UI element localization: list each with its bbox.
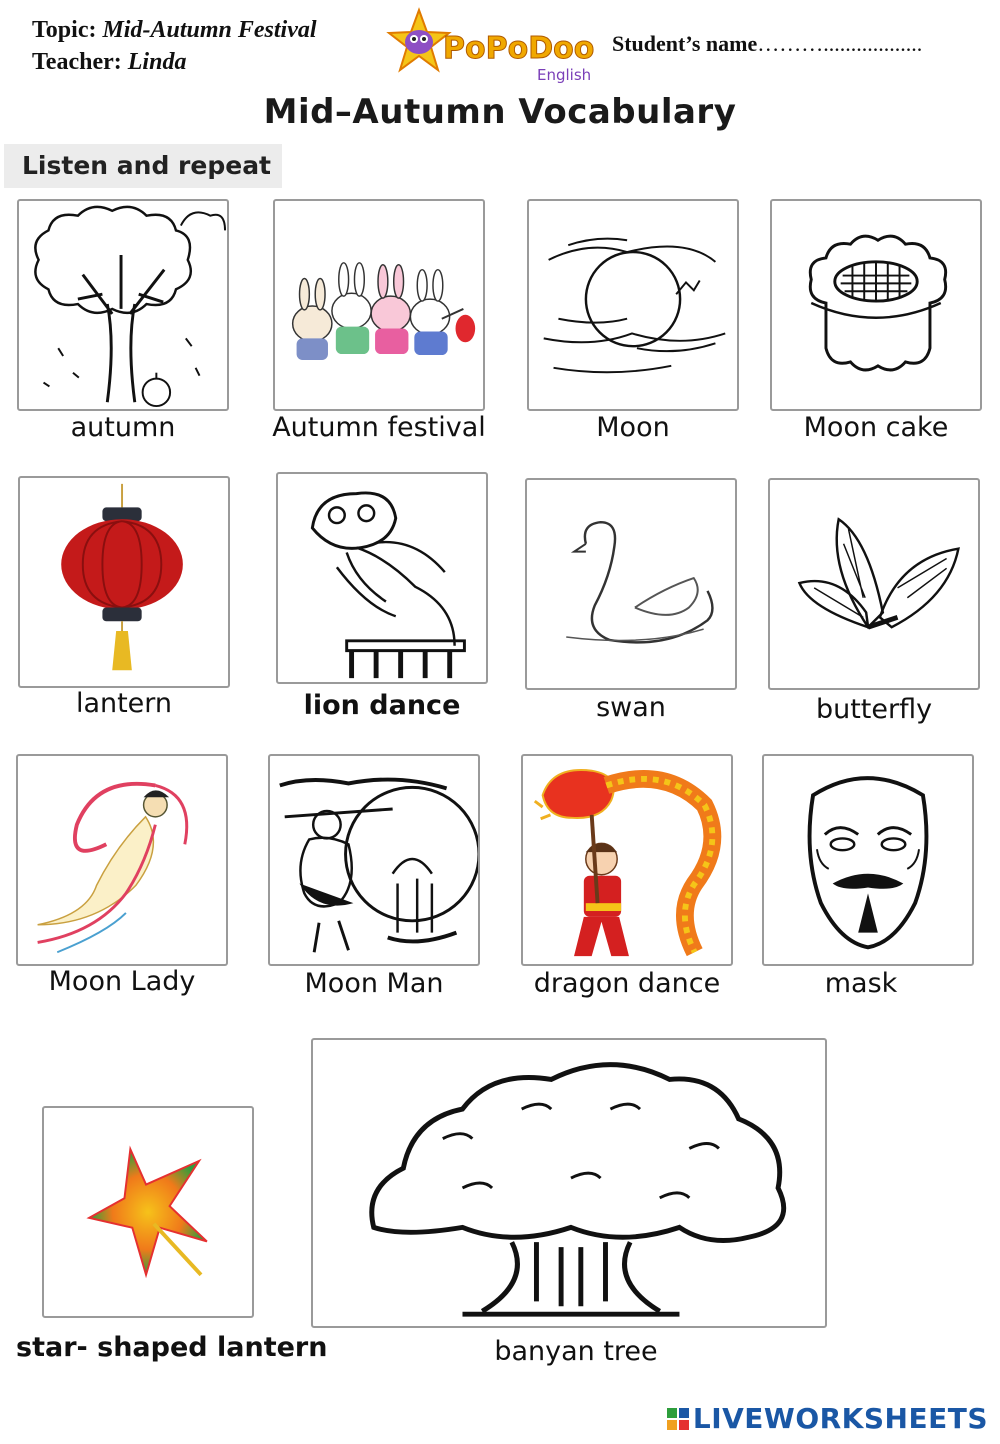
card-moon-man: [268, 754, 480, 966]
banyan-tree-icon: [313, 1040, 825, 1326]
topic-label: Topic:: [32, 17, 97, 43]
card-label: lantern: [75, 688, 173, 719]
card-mask: [762, 754, 974, 966]
card-banyan-tree: [311, 1038, 827, 1328]
card-moon-cake: [770, 199, 982, 411]
card-label: banyan tree: [494, 1336, 658, 1367]
student-name-blank[interactable]: ………..................: [757, 31, 923, 56]
teacher-line: [32, 46, 186, 78]
card-moon-lady: [16, 754, 228, 966]
card-label: Autumn festival: [272, 412, 486, 443]
card-label: Moon Man: [304, 968, 444, 999]
card-label: lion dance: [303, 690, 461, 721]
logo-text: PoPoDoo: [443, 31, 595, 66]
topic-value: Mid-Autumn Festival: [102, 17, 317, 43]
teacher-value: Linda: [127, 49, 187, 75]
brand-grid-icon: [667, 1408, 689, 1430]
lantern-icon: [20, 478, 228, 686]
student-name-line: [612, 28, 922, 60]
brand-text: LIVEWORKSHEETS: [692, 1402, 988, 1435]
star-lantern-icon: [44, 1108, 252, 1316]
moon-lady-icon: [18, 756, 226, 964]
card-lantern: [18, 476, 230, 688]
dragon-dance-icon: [523, 756, 731, 964]
section-heading: Listen and repeat: [4, 144, 282, 188]
card-label: butterfly: [815, 694, 933, 725]
card-swan: [525, 478, 737, 690]
card-star-lantern: [42, 1106, 254, 1318]
mooncake-icon: [772, 201, 980, 409]
card-butterfly: [768, 478, 980, 690]
logo-sub: English: [537, 66, 592, 84]
topic-line: [32, 14, 317, 46]
card-lion-dance: [276, 472, 488, 684]
card-autumn-festival: [273, 199, 485, 411]
moon-icon: [529, 201, 737, 409]
page-title: Mid–Autumn Vocabulary: [263, 92, 737, 132]
card-label: dragon dance: [533, 968, 721, 999]
card-dragon-dance: [521, 754, 733, 966]
mask-icon: [764, 756, 972, 964]
student-name-label: Student’s name: [612, 31, 758, 56]
card-label: Moon cake: [803, 412, 949, 443]
butterfly-icon: [770, 480, 978, 688]
popodoo-logo: [385, 6, 595, 86]
card-label: star- shaped lantern: [16, 1332, 328, 1363]
card-autumn: [17, 199, 229, 411]
card-label: Moon: [596, 412, 670, 443]
lion-dance-icon: [278, 474, 486, 682]
card-label: swan: [596, 692, 666, 723]
card-label: Moon Lady: [48, 966, 196, 997]
swan-icon: [527, 480, 735, 688]
moon-man-icon: [270, 756, 478, 964]
card-moon: [527, 199, 739, 411]
teacher-label: Teacher:: [32, 49, 122, 75]
card-label: mask: [824, 968, 898, 999]
rabbits-icon: [275, 201, 483, 409]
liveworksheets-brand: [667, 1402, 988, 1435]
card-label: autumn: [70, 412, 176, 443]
tree-icon: [19, 201, 227, 409]
